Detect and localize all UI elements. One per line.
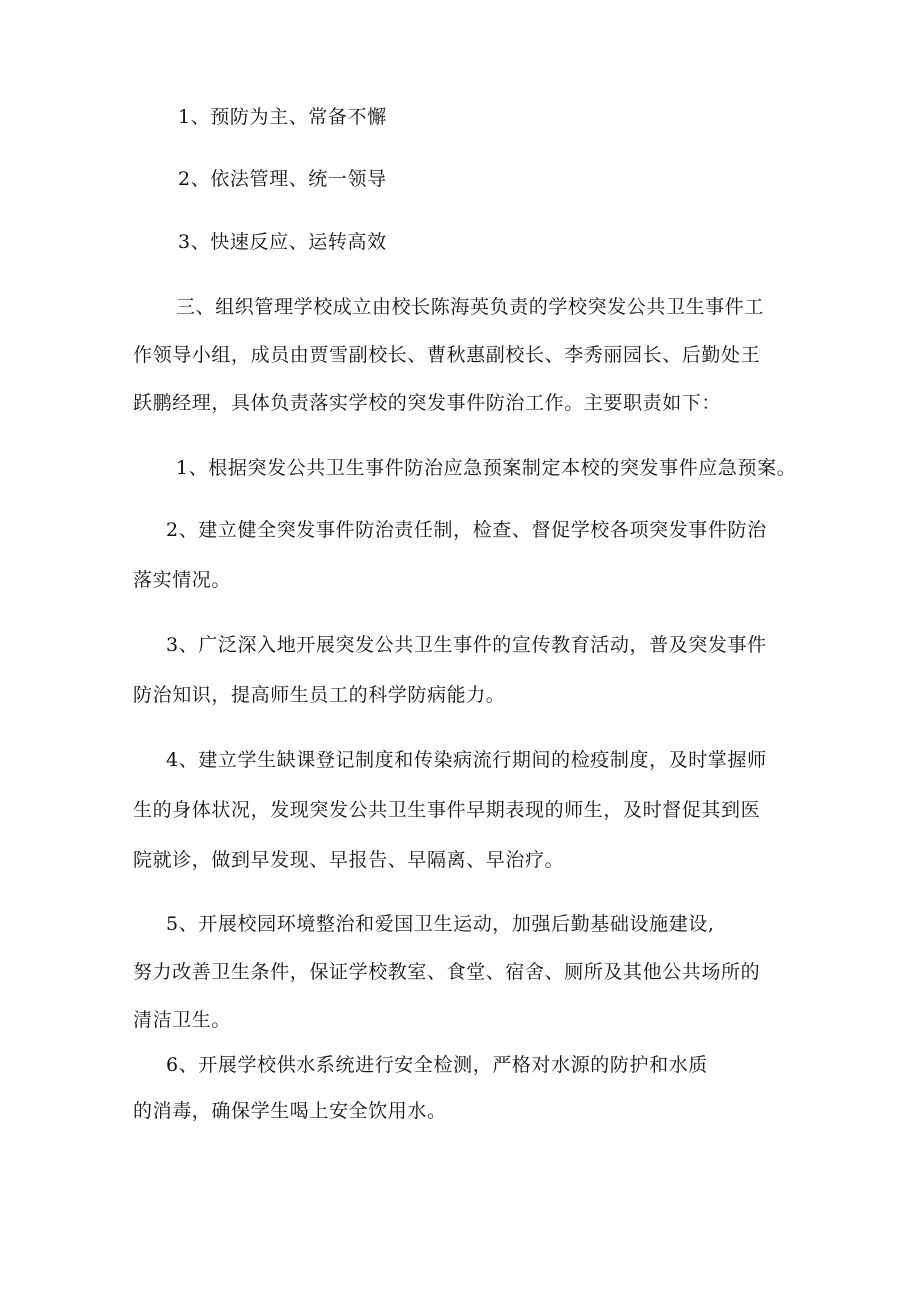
duty-3-line-2: 防治知识，提高师生员工的科学防病能力。 (133, 684, 506, 706)
duty-5-line-2: 努力改善卫生条件，保证学校教室、食堂、宿舍、厕所及其他公共场所的 (133, 961, 761, 983)
section3-line-1: 三、组织管理学校成立由校长陈海英负责的学校突发公共卫生事件工 (176, 296, 765, 318)
duty-5-line-3: 清洁卫生。 (133, 1009, 232, 1031)
duty-6-line-2: 的消毒，确保学生喝上安全饮用水。 (133, 1100, 447, 1122)
section3-line-2: 作领导小组，成员由贾雪副校长、曹秋惠副校长、李秀丽园长、后勤处王 (133, 344, 761, 366)
duty-4-line-2: 生的身体状况，发现突发公共卫生事件早期表现的师生，及时督促其到医 (133, 799, 761, 821)
duty-5-line-1: 5、开展校园环境整治和爱国卫生运动，加强后勤基础设施建设, (166, 913, 715, 935)
section3-line-3: 跃鹏经理，具体负责落实学校的突发事件防治工作。主要职责如下： (133, 392, 722, 414)
principle-1: 1、预防为主、常备不懈 (178, 106, 387, 128)
duty-4-line-1: 4、建立学生缺课登记制度和传染病流行期间的检疫制度，及时掌握师 (166, 749, 767, 771)
principle-3: 3、快速反应、运转高效 (178, 231, 387, 253)
duty-2-line-1: 2、建立健全突发事件防治责任制，检查、督促学校各项突发事件防治 (166, 519, 767, 541)
duty-3-line-1: 3、广泛深入地开展突发公共卫生事件的宣传教育活动，普及突发事件 (166, 634, 767, 656)
principle-2: 2、依法管理、统一领导 (178, 168, 387, 190)
duty-4-line-3: 院就诊，做到早发现、早报告、早隔离、早治疗。 (133, 849, 565, 871)
duty-6-line-1: 6、开展学校供水系统进行安全检测，严格对水源的防护和水质 (166, 1054, 708, 1076)
duty-1-line-1: 1、根据突发公共卫生事件防治应急预案制定本校的突发事件应急预案。 (176, 457, 797, 479)
duty-2-line-2: 落实情况。 (133, 569, 232, 591)
